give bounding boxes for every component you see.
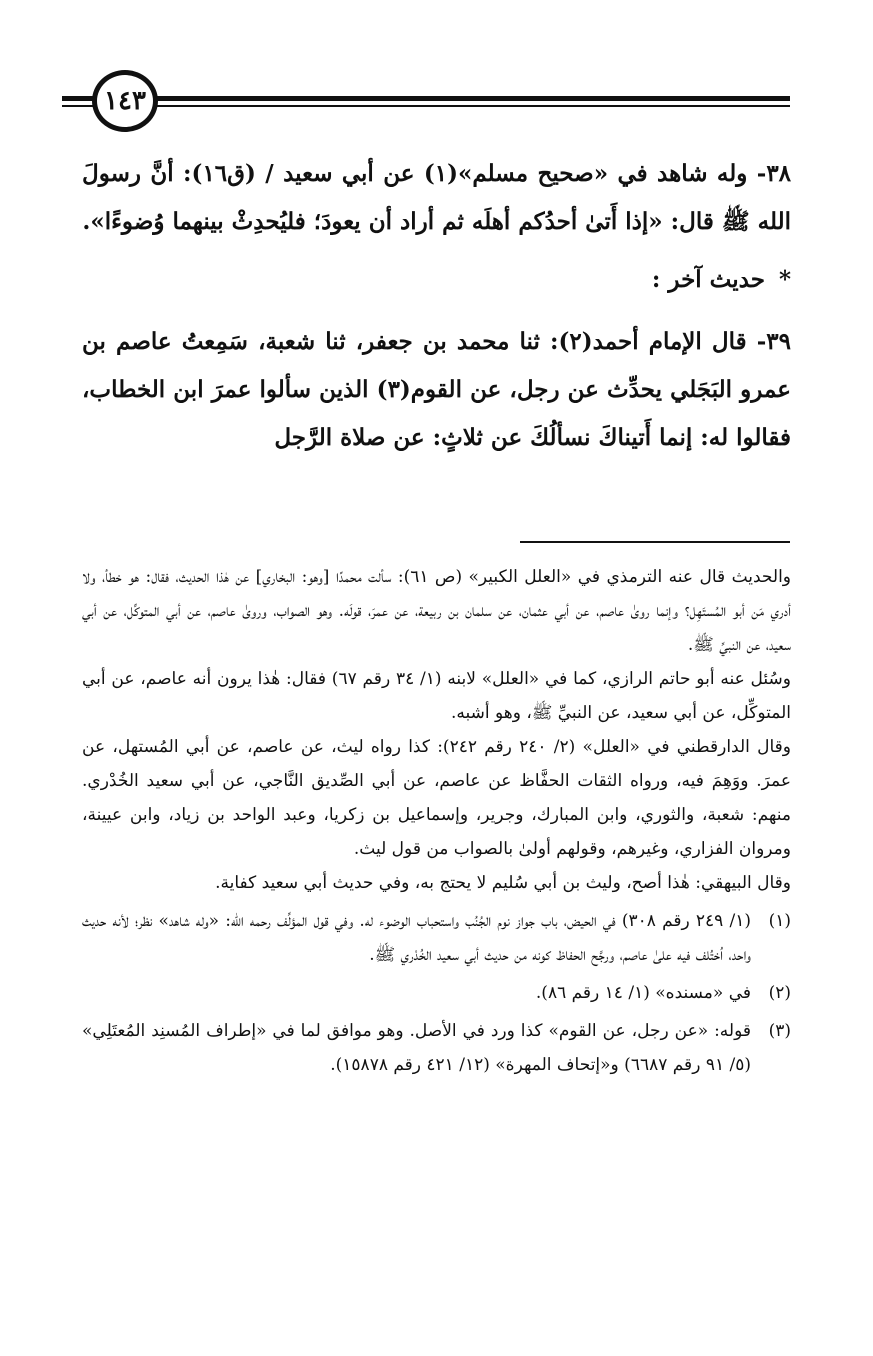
main-text [82, 150, 791, 472]
footnote-number: (٢) [768, 983, 791, 1003]
footnotes-area [82, 560, 791, 1082]
header-rule-thin [62, 105, 790, 107]
note-paragraph: وسُئل عنه أبو حاتم الرازي، كما في «العلل» لابنه (١/ ٣٤ رقم ٦٧) فقال: هٰذا يرون أنه عاصم، عن أبي المتوكِّل، عن أبي سعيد، عن النبيِّ ﷺ، وهو أشبه. [82, 669, 791, 723]
note-paragraph: وقال الدارقطني في «العلل» (٢/ ٢٤٠ رقم ٢٤٢): كذا رواه ليث، عن عاصم، عن أبي المُستهل، عن عمرَ. ووَهِمَ فيه، ورواه الثقات الحفَّاظ عن عاصم، عن أبي الصِّديق النَّاجي، عن أبي سعيد الخُدْري. منهم: شعبة، والثوري، وابن المبارك، وجرير، وإسماعيل بن زكريا، وعبد الواحد بن زياد، وابن عيينة، ومروان الفزاري، وغيرهم، وقولهم أولىٰ بالصواب من قول ليث. [82, 737, 791, 859]
footnote-separator [520, 541, 790, 543]
note-paragraph: وقال البيهقي: هٰذا أصح، وليث بن أبي سُليم لا يحتج به، وفي حديث أبي سعيد كفاية. [215, 873, 791, 893]
footnote-1 [82, 904, 791, 972]
page-number: ١٤٣ [92, 70, 158, 132]
star-icon: * [778, 266, 791, 293]
footnote-text: قوله: «عن رجل، عن القوم» كذا ورد في الأصل. وهو موافق لما في «إطراف المُسنِد المُعتَلِي» (٥/ ٩١ رقم ٦٦٨٧) و«إتحاف المهرة» (١٢/ ٤٢١ رقم ١٥٨٧٨). [82, 1021, 751, 1075]
footnote-text: في «مسنده» (١/ ١٤ رقم ٨٦). [535, 983, 751, 1003]
footnote-3 [82, 1014, 791, 1082]
footnote-number: (١) [768, 911, 791, 931]
footnote-text: (١/ ٢٤٩ رقم ٣٠٨) في الحيض، باب جواز نوم الجُنُب واستحباب الوضوء له. وفي قول المؤلِّف رحمه الله: «وله شاهد» نظر؛ لأنه حديث واحد، اُختُلف فيه علىٰ عاصم، ورجَّح الحفاظ كونه من حديث أبي سعيد الخُدْري ﷺ. [82, 911, 751, 965]
header-rule-thick [62, 96, 790, 101]
paragraph-38: ٣٨- وله شاهد في «صحيح مسلم»(١) عن أبي سعيد / (ق١٦): أنَّ رسولَ الله ﷺ قال: «إذا أَتىٰ أحدُكم أهلَه ثم أراد أن يعودَ؛ فليُحدِثْ بينهما وُضوءًا». [82, 160, 792, 235]
page-header [62, 68, 790, 138]
note-paragraph: والحديث قال عنه الترمذي في «العلل الكبير» (ص ٦١): سألت محمدًا [وهو: البخاري] عن هٰذا الحديث، فقال: هو خطأ، ولا أدري مَن أبو المُستَهِل؟ وإنما روىٰ عاصم، عن أبي عثمان، عن سلمان بن ربيعة، عن عمرَ، قولَه. وهو الصواب، وروىٰ عاصم، عن أبي المتوكِّل، عن أبي سعيد، عن النبيِّ ﷺ. [82, 567, 791, 655]
section-heading [82, 256, 791, 304]
paragraph-39: ٣٩- قال الإمام أحمد(٢): ثنا محمد بن جعفر، ثنا شعبة، سَمِعتُ عاصم بن عمرو البَجَلي يحدِّث عن رجل، عن القوم(٣) الذين سألوا عمرَ ابن الخطاب، فقالوا له: إنما أَتيناكَ نسألُكَ عن ثلاثٍ: عن صلاة الرَّجل [82, 328, 792, 451]
footnote-number: (٣) [768, 1021, 791, 1041]
footnote-2 [82, 976, 791, 1010]
section-heading-text: حديث آخر : [651, 266, 765, 293]
